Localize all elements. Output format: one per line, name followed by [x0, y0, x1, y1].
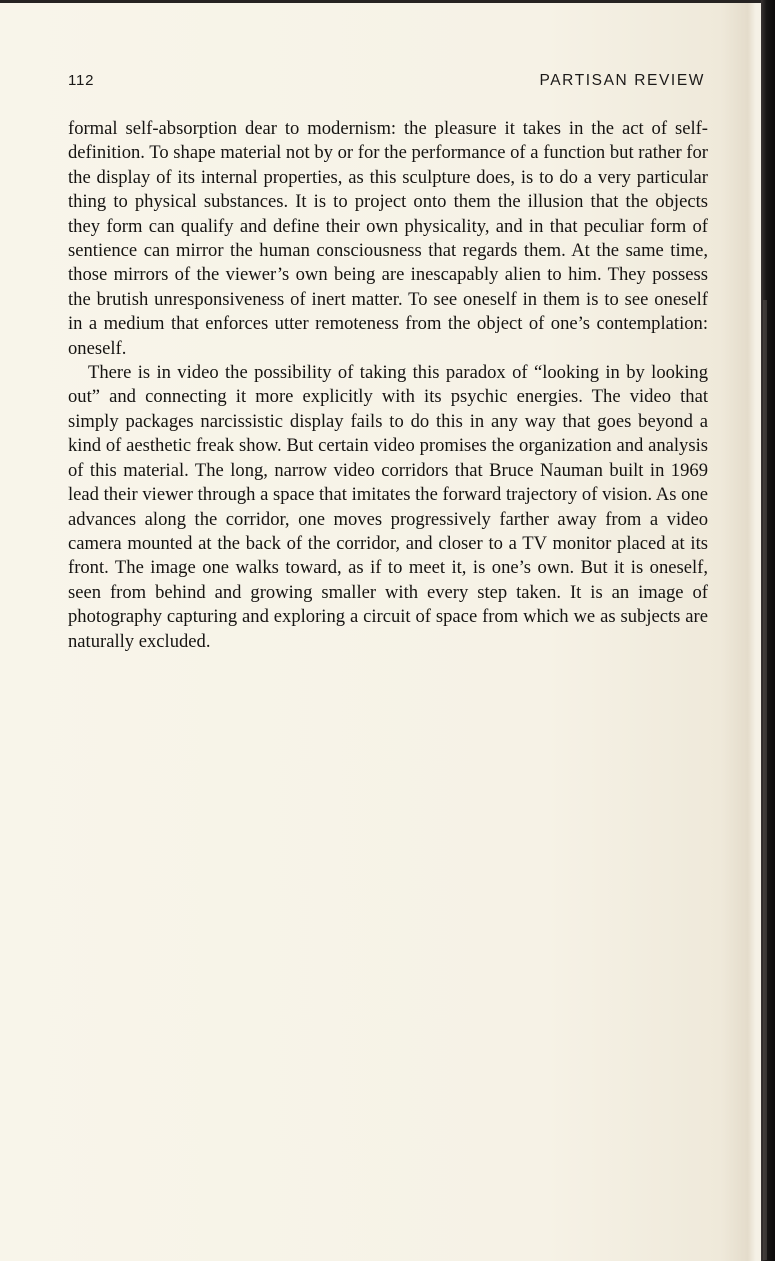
spine-highlight — [763, 300, 767, 1260]
paragraph-video-corridors: There is in video the possibility of taking this paradox of “looking in by looking out” and connecting it more explicitly with its psychic energies. The video that simply packages narcissistic display fails to do this in any way that goes beyond a kind of aesthetic freak show. But certain video promises the organization and analysis of this material. The long, narrow video corridors that Bruce Nauman built in 1969 lead their viewer through a space that imitates the forward trajectory of vision. As one advances along the corridor, one moves progressively farther away from a video camera mounted at the back of the corridor, and closer to a TV monitor placed at its front. The image one walks toward, as if to meet it, is one’s own. But it is oneself, seen from behind and growing smaller with every step taken. It is an image of photography capturing and exploring a circuit of space from which we as subjects are naturally excluded. — [68, 362, 708, 652]
paragraph-continued: formal self-absorption dear to modernism: the pleasure it takes in the act of self-definition. To shape material not by or for the performance of a function but rather for the display of its internal properties, as this sculpture does, is to do a very particular thing to physical substances. It is to project onto them the illusion that the objects they form can qualify and define their own physicality, and in that peculiar form of sentience can mirror the human consciousness that regards them. At the same time, those mirrors of the viewer’s own being are inescapably alien to him. They possess the brutish unresponsiveness of inert matter. To see oneself in them is to see oneself in a medium that enforces utter remoteness from the object of one’s contemplation: oneself. — [68, 118, 708, 359]
running-head-journal-title: PARTISAN REVIEW — [539, 72, 705, 89]
book-spine-edge — [761, 0, 775, 1261]
page-number: 112 — [68, 72, 95, 89]
top-edge-shadow — [0, 0, 775, 3]
page-header — [68, 72, 705, 94]
body-text — [68, 117, 708, 654]
